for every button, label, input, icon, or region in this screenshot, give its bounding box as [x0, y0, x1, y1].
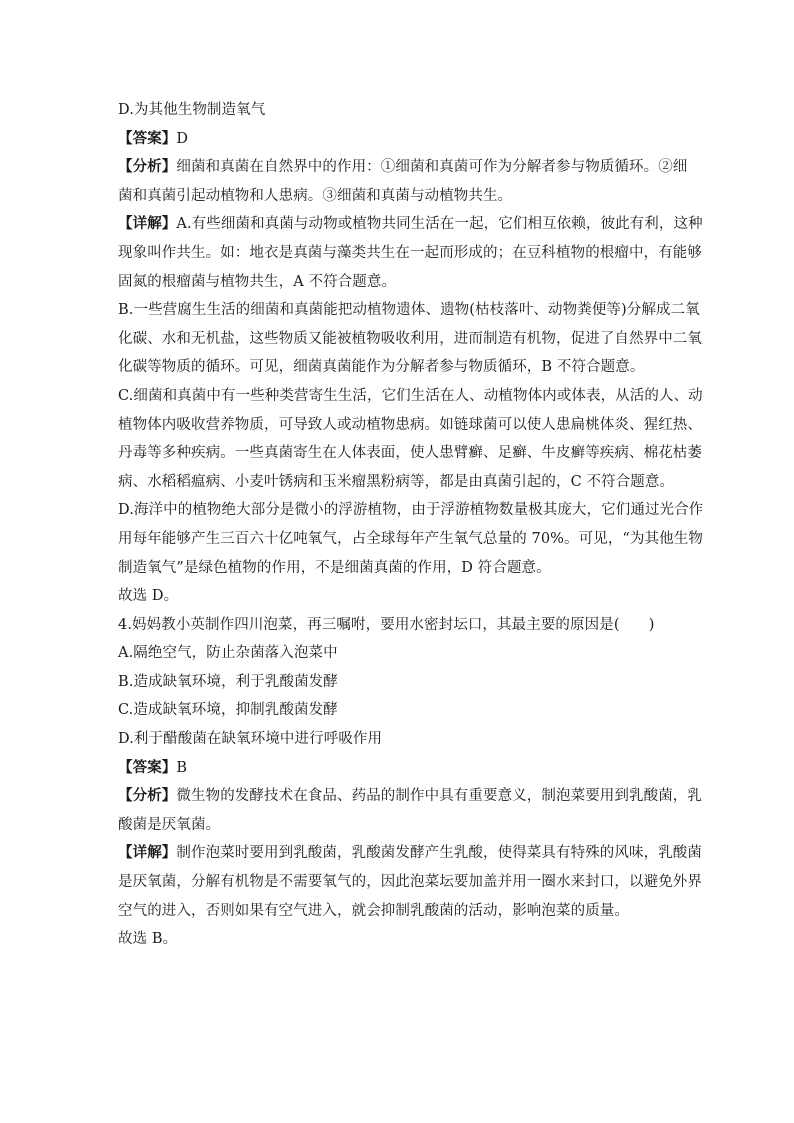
q4-detail — [118, 839, 703, 925]
q3-detail-b — [118, 296, 702, 382]
detail-text: 制作泡菜时要用到乳酸菌，乳酸菌发酵产生乳酸，使得菜具有特殊的风味，乳酸菌 — [176, 845, 703, 862]
analysis-tag: 【分析】 — [118, 158, 177, 176]
detail-line: B.一些营腐生生活的细菌和真菌能把动植物遗体、遗物(枯枝落叶、动物粪便等)分解成二氧 — [118, 302, 700, 319]
analysis-text: 微生物的发酵技术在食品、药品的制作中具有重要意义，制泡菜要用到乳酸菌，乳 — [176, 788, 703, 805]
detail-line: 病、水稻稻瘟病、小麦叶锈病和玉米瘤黑粉病等，都是由真菌引起的，C 不符合题意。 — [118, 473, 675, 490]
q3-detail-c — [118, 382, 703, 496]
answer-text: B — [176, 759, 188, 776]
q3-analysis — [118, 153, 688, 210]
q3-answer — [118, 125, 684, 154]
answer-tag: 【答案】 — [118, 758, 177, 776]
q4-stem: 4.妈妈教小英制作四川泡菜，再三嘱咐，要用水密封坛口，其最主要的原因是( ) — [118, 616, 655, 633]
detail-line: 化碳、水和无机盐，这些物质又能被植物吸收利用，进而制造有机物，促进了自然界中二氧 — [118, 330, 702, 347]
analysis-line — [118, 782, 703, 811]
q3-option-d: D.为其他生物制造氧气 — [118, 102, 266, 118]
detail-line: 丹毒等多种疾病。一些真菌寄生在人体表面，使人患臂癣、足癣、牛皮癣等疾病、棉花枯萎 — [118, 445, 702, 462]
answer-text: D — [176, 130, 189, 147]
detail-line: 是厌氧菌，分解有机物是不需要氧气的，因此泡菜坛要加盖并用一圈水来封口，以避免外界 — [118, 874, 702, 891]
analysis-line — [118, 153, 688, 182]
detail-line: 固氮的根瘤菌与植物共生，A 不符合题意。 — [118, 273, 397, 290]
document-page — [118, 96, 704, 954]
q4-conclusion: 故选 B。 — [118, 931, 178, 948]
analysis-text: 细菌和真菌在自然界中的作用：①细菌和真菌可作为分解者参与物质循环。②细 — [176, 159, 688, 176]
detail-line — [118, 210, 703, 239]
detail-line: 植物体内吸收营养物质，可导致人或动植物患病。如链球菌可以使人患扁桃体炎、猩红热、 — [118, 416, 702, 433]
detail-line: 空气的进入，否则如果有空气进入，就会抑制乳酸菌的活动，影响泡菜的质量。 — [118, 902, 629, 919]
analysis-tag: 【分析】 — [118, 787, 177, 805]
q4-option-a: A.隔绝空气，防止杂菌落入泡菜中 — [118, 645, 338, 662]
q4-option-c: C.造成缺氧环境，抑制乳酸菌发酵 — [118, 702, 338, 719]
detail-line — [118, 839, 703, 868]
detail-line: 用每年能够产生三百六十亿吨氧气，占全球每年产生氧气总量的 70%。可见，“为其他生物 — [118, 530, 703, 547]
detail-line: D.海洋中的植物绝大部分是微小的浮游植物，由于浮游植物数量极其庞大，它们通过光合作 — [118, 502, 704, 519]
q3-detail-a — [118, 210, 703, 296]
detail-line: 制造氧气”是绿色植物的作用，不是细菌真菌的作用，D 符合题意。 — [118, 559, 551, 576]
q4-answer — [118, 754, 684, 783]
q3-conclusion: 故选 D。 — [118, 588, 179, 605]
detail-line: C.细菌和真菌中有一些种类营寄生生活，它们生活在人、动植物体内或体表，从活的人、动 — [118, 387, 703, 404]
detail-tag: 【详解】 — [118, 215, 177, 233]
q4-option-d: D.利于醋酸菌在缺氧环境中进行呼吸作用 — [118, 731, 383, 748]
analysis-line: 酸菌是厌氧菌。 — [118, 816, 221, 833]
q3-detail-d — [118, 496, 704, 582]
answer-tag: 【答案】 — [118, 129, 177, 147]
detail-text: A.有些细菌和真菌与动物或植物共同生活在一起，它们相互依赖，彼此有利，这种 — [176, 216, 703, 233]
analysis-line: 菌和真菌引起动植物和人患病。③细菌和真菌与动植物共生。 — [118, 187, 513, 204]
detail-line: 现象叫作共生。如：地衣是真菌与藻类共生在一起而形成的；在豆科植物的根瘤中，有能够 — [118, 244, 702, 261]
detail-line: 化碳等物质的循环。可见，细菌真菌能作为分解者参与物质循环，B 不符合题意。 — [118, 359, 645, 376]
q4-option-b: B.造成缺氧环境，利于乳酸菌发酵 — [118, 673, 338, 690]
q4-analysis — [118, 782, 703, 839]
detail-tag: 【详解】 — [118, 844, 177, 862]
